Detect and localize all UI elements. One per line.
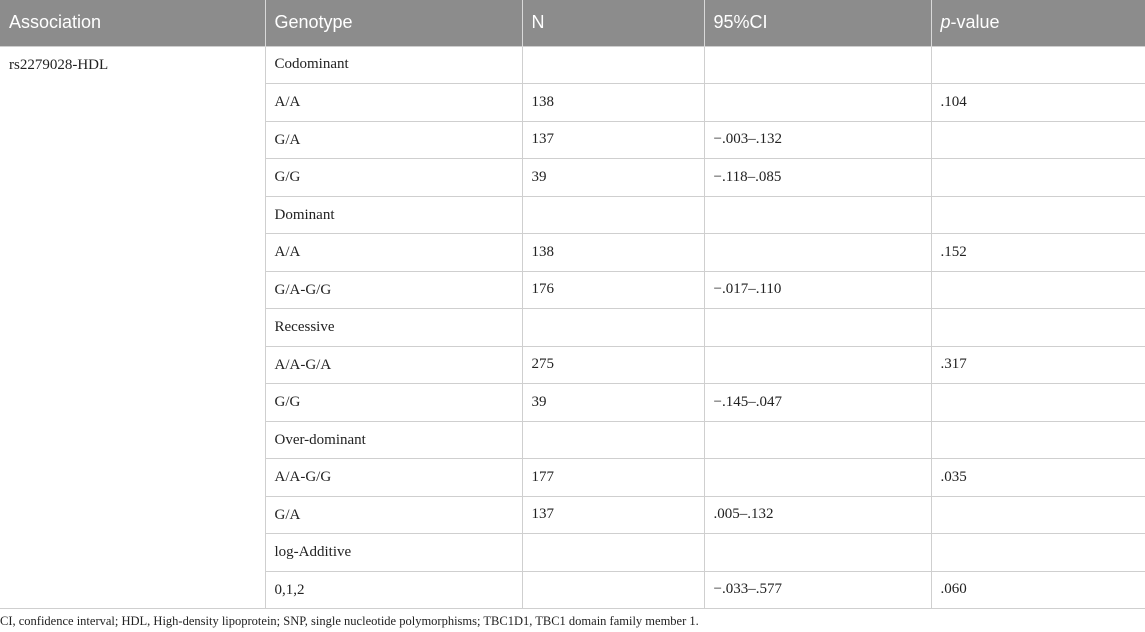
header-p-italic: p <box>940 12 951 33</box>
ci-cell: −.003–.132 <box>704 121 931 159</box>
p-value-cell <box>931 159 1145 197</box>
ci-cell <box>704 534 931 572</box>
p-value-cell <box>931 534 1145 572</box>
ci-cell: −.145–.047 <box>704 384 931 422</box>
n-cell <box>522 309 704 347</box>
genotype-cell: Recessive <box>265 309 522 347</box>
genotype-cell: G/A <box>265 121 522 159</box>
header-row <box>0 0 1145 46</box>
n-cell <box>522 534 704 572</box>
n-cell <box>522 196 704 234</box>
header-association: Association <box>0 0 265 46</box>
genotype-cell: 0,1,2 <box>265 571 522 609</box>
p-value-cell <box>931 46 1145 84</box>
header-p-value <box>931 0 1145 46</box>
genotype-cell: A/A-G/A <box>265 346 522 384</box>
p-value-cell <box>931 121 1145 159</box>
genotype-cell: Over-dominant <box>265 421 522 459</box>
p-value-cell: .104 <box>931 84 1145 122</box>
table-row <box>0 46 1145 84</box>
genotype-cell: log-Additive <box>265 534 522 572</box>
p-value-cell <box>931 309 1145 347</box>
n-cell: 137 <box>522 121 704 159</box>
p-value-cell <box>931 196 1145 234</box>
ci-cell <box>704 46 931 84</box>
header-genotype: Genotype <box>265 0 522 46</box>
ci-cell: −.017–.110 <box>704 271 931 309</box>
ci-cell <box>704 234 931 272</box>
ci-cell <box>704 346 931 384</box>
header-p-rest: -value <box>950 12 1000 33</box>
p-value-cell: .152 <box>931 234 1145 272</box>
p-value-cell: .060 <box>931 571 1145 609</box>
genotype-cell: A/A-G/G <box>265 459 522 497</box>
p-value-cell: .317 <box>931 346 1145 384</box>
genotype-cell: Dominant <box>265 196 522 234</box>
genotype-cell: G/G <box>265 384 522 422</box>
n-cell <box>522 571 704 609</box>
ci-cell <box>704 309 931 347</box>
ci-cell: −.033–.577 <box>704 571 931 609</box>
genotype-cell: A/A <box>265 234 522 272</box>
n-cell: 275 <box>522 346 704 384</box>
p-value-cell <box>931 271 1145 309</box>
genotype-cell: G/A <box>265 496 522 534</box>
n-cell <box>522 421 704 459</box>
genotype-cell: G/G <box>265 159 522 197</box>
n-cell: 177 <box>522 459 704 497</box>
genotype-cell: G/A-G/G <box>265 271 522 309</box>
p-value-cell <box>931 496 1145 534</box>
ci-cell <box>704 84 931 122</box>
header-ci: 95%CI <box>704 0 931 46</box>
n-cell: 39 <box>522 159 704 197</box>
p-value-cell <box>931 384 1145 422</box>
ci-cell: −.118–.085 <box>704 159 931 197</box>
association-cell: rs2279028-HDL <box>0 46 265 609</box>
n-cell: 137 <box>522 496 704 534</box>
ci-cell <box>704 196 931 234</box>
n-cell: 138 <box>522 84 704 122</box>
p-value-cell: .035 <box>931 459 1145 497</box>
table-body <box>0 46 1145 609</box>
ci-cell <box>704 421 931 459</box>
header-n: N <box>522 0 704 46</box>
n-cell: 176 <box>522 271 704 309</box>
n-cell: 138 <box>522 234 704 272</box>
ci-cell: .005–.132 <box>704 496 931 534</box>
genotype-cell: A/A <box>265 84 522 122</box>
p-value-cell <box>931 421 1145 459</box>
n-cell: 39 <box>522 384 704 422</box>
n-cell <box>522 46 704 84</box>
table-footnote: CI, confidence interval; HDL, High-density lipoprotein; SNP, single nucleotide polymorphisms; TBC1D1, TBC1 domain family member 1. <box>0 614 699 628</box>
ci-cell <box>704 459 931 497</box>
genotype-cell: Codominant <box>265 46 522 84</box>
